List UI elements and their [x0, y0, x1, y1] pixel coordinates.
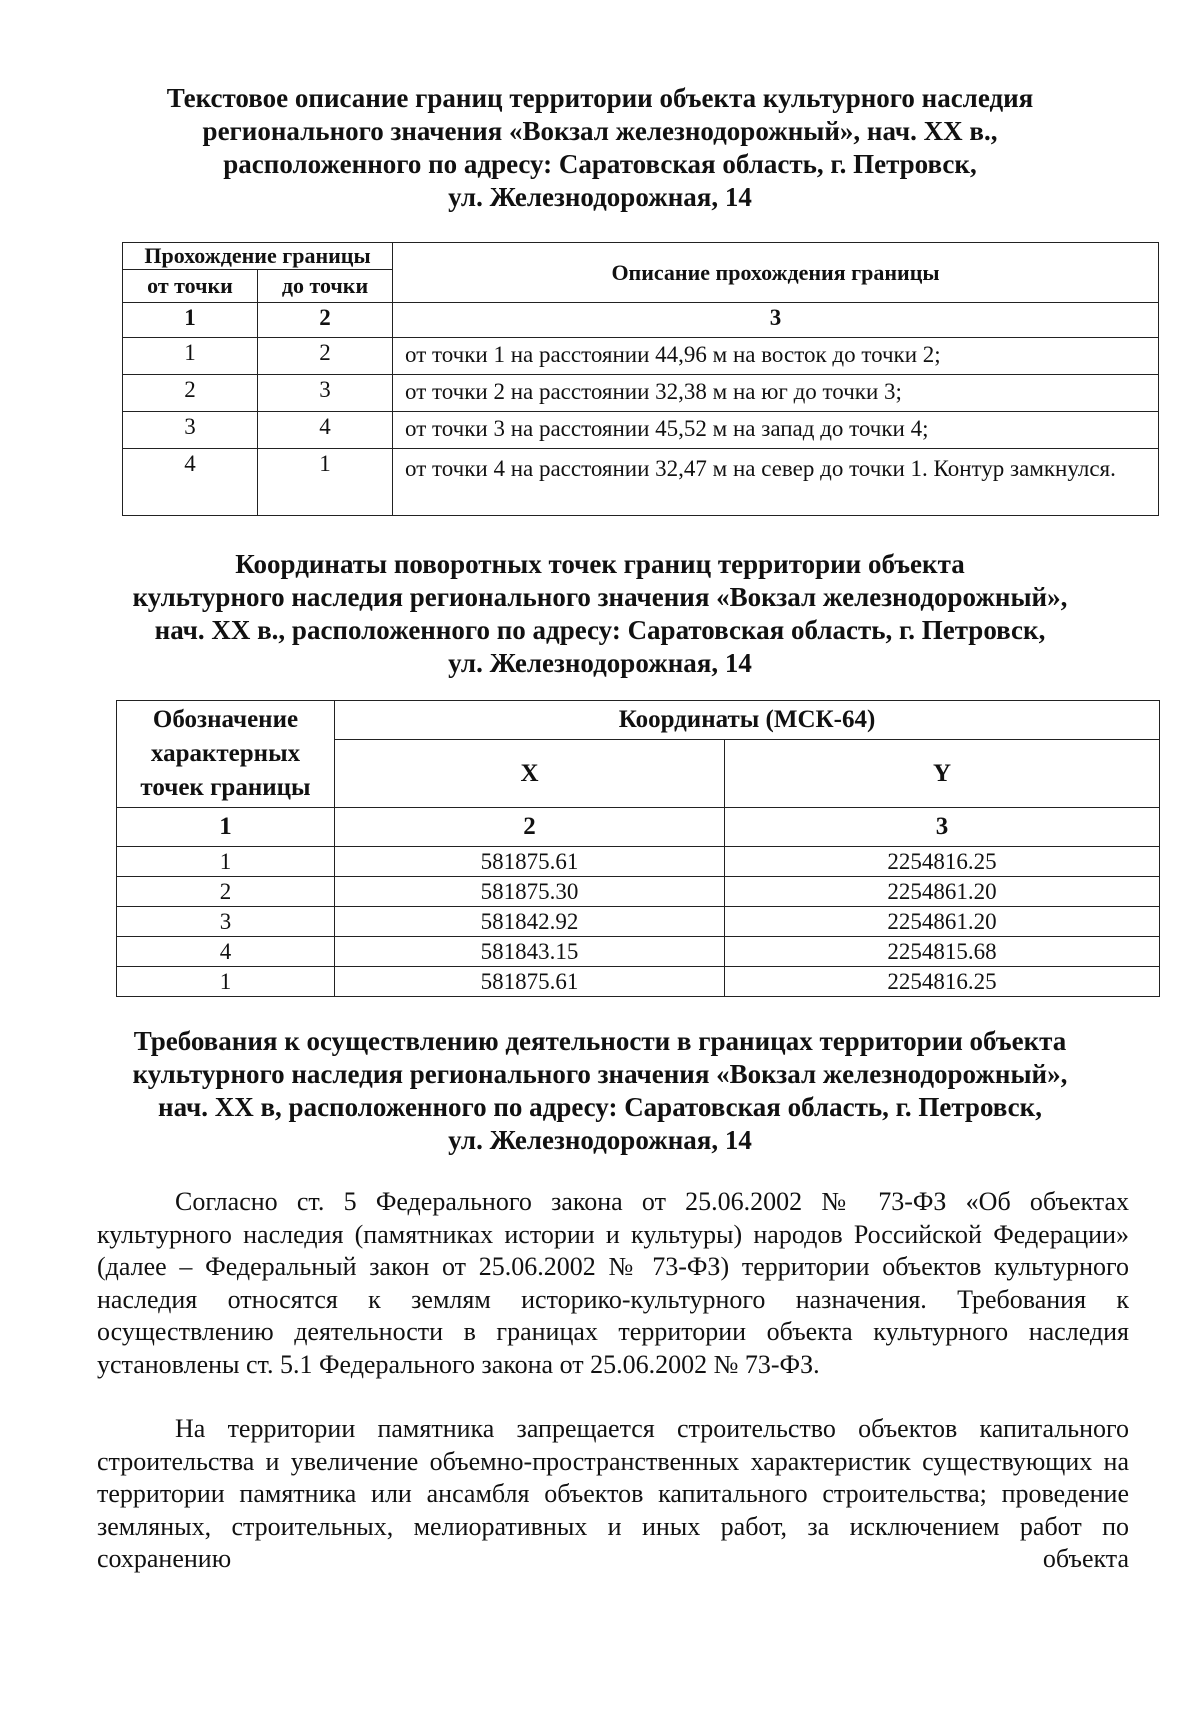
coordinate-y: 2254816.25: [725, 967, 1160, 997]
table-row: [123, 412, 1159, 449]
header-description: Описание прохождения границы: [393, 243, 1159, 303]
column-number: 1: [117, 808, 335, 847]
heading-line: ул. Железнодорожная, 14: [448, 182, 752, 212]
header-from-point: от точки: [123, 270, 258, 303]
from-point: 1: [123, 338, 258, 375]
heading-line: культурного наследия регионального значения «Вокзал железнодорожный»,: [132, 1059, 1068, 1089]
coordinate-x: 581875.61: [335, 967, 725, 997]
heading-line: Требования к осуществлению деятельности в границах территории объекта: [133, 1026, 1067, 1056]
heading-line: нач. XX в, расположенного по адресу: Саратовская область, г. Петровск,: [158, 1092, 1042, 1122]
to-point: 2: [258, 338, 393, 375]
point-label: 1: [117, 967, 335, 997]
column-number: 1: [123, 303, 258, 338]
point-label: 3: [117, 907, 335, 937]
boundary-description: от точки 3 на расстоянии 45,52 м на запад до точки 4;: [393, 412, 1159, 449]
paragraph-law-reference: Согласно ст. 5 Федерального закона от 25.06.2002 № 73-ФЗ «Об объектах культурного наследия (памятниках истории и культуры) народов Российской Федерации» (далее – Федеральный закон от 25.06.2002 № 73-ФЗ) территории объектов культурного наследия относятся к землям историко-культурного назначения. Требования к осуществлению деятельности в границах территории объекта культурного наследия установлены ст. 5.1 Федерального закона от 25.06.2002 № 73-ФЗ.: [97, 1187, 1129, 1379]
to-point: 4: [258, 412, 393, 449]
table-row: [117, 877, 1160, 907]
heading-line: культурного наследия регионального значения «Вокзал железнодорожный»,: [132, 582, 1068, 612]
header-to-point: до точки: [258, 270, 393, 303]
point-label: 2: [117, 877, 335, 907]
table-row: [123, 449, 1159, 516]
coordinate-y: 2254815.68: [725, 937, 1160, 967]
heading-line: ул. Железнодорожная, 14: [448, 1125, 752, 1155]
boundary-description: от точки 1 на расстоянии 44,96 м на восток до точки 2;: [393, 338, 1159, 375]
column-number: 3: [725, 808, 1160, 847]
heading-line: нач. XX в., расположенного по адресу: Саратовская область, г. Петровск,: [154, 615, 1046, 645]
coordinate-x: 581843.15: [335, 937, 725, 967]
paragraph-prohibitions: На территории памятника запрещается строительство объектов капитального строительства и увеличение объемно-пространственных характеристик существующих на территории памятника или ансамбля объектов капитального строительства; проведение земляных, строительных, мелиоративных и иных работ, за исключением работ по сохранению объекта: [97, 1414, 1129, 1573]
point-label: 1: [117, 847, 335, 877]
header-y: Y: [725, 740, 1160, 808]
to-point: 3: [258, 375, 393, 412]
from-point: 2: [123, 375, 258, 412]
boundary-table: [122, 242, 1159, 516]
table-row: [123, 338, 1159, 375]
header-boundary-passage: Прохождение границы: [123, 243, 393, 270]
coordinate-y: 2254861.20: [725, 907, 1160, 937]
coordinate-y: 2254816.25: [725, 847, 1160, 877]
heading-coordinates: [100, 548, 1100, 680]
column-number: 2: [258, 303, 393, 338]
heading-line: Координаты поворотных точек границ территории объекта: [235, 549, 965, 579]
coordinate-x: 581875.61: [335, 847, 725, 877]
heading-line: ул. Железнодорожная, 14: [448, 648, 752, 678]
boundary-description: от точки 4 на расстоянии 32,47 м на север до точки 1. Контур замкнулся.: [393, 449, 1159, 516]
coordinate-y: 2254861.20: [725, 877, 1160, 907]
table-row: [117, 937, 1160, 967]
to-point: 1: [258, 449, 393, 516]
point-label: 4: [117, 937, 335, 967]
heading-line: расположенного по адресу: Саратовская область, г. Петровск,: [223, 149, 977, 179]
coordinate-x: 581875.30: [335, 877, 725, 907]
header-coordinates: Координаты (МСК-64): [335, 701, 1160, 740]
boundary-description: от точки 2 на расстоянии 32,38 м на юг до точки 3;: [393, 375, 1159, 412]
heading-boundary-description: [100, 82, 1100, 214]
coordinate-x: 581842.92: [335, 907, 725, 937]
from-point: 3: [123, 412, 258, 449]
from-point: 4: [123, 449, 258, 516]
table-row: [123, 375, 1159, 412]
coordinates-table: [116, 700, 1160, 997]
heading-line: регионального значения «Вокзал железнодорожный», нач. XX в.,: [202, 116, 998, 146]
header-x: X: [335, 740, 725, 808]
header-points: Обозначение характерных точек границы: [117, 701, 335, 808]
heading-line: Текстовое описание границ территории объекта культурного наследия: [166, 83, 1034, 113]
column-number: 2: [335, 808, 725, 847]
table-row: [117, 907, 1160, 937]
table-row: [117, 847, 1160, 877]
table-row: [117, 967, 1160, 997]
column-number: 3: [393, 303, 1159, 338]
heading-activity-requirements: [100, 1025, 1100, 1157]
